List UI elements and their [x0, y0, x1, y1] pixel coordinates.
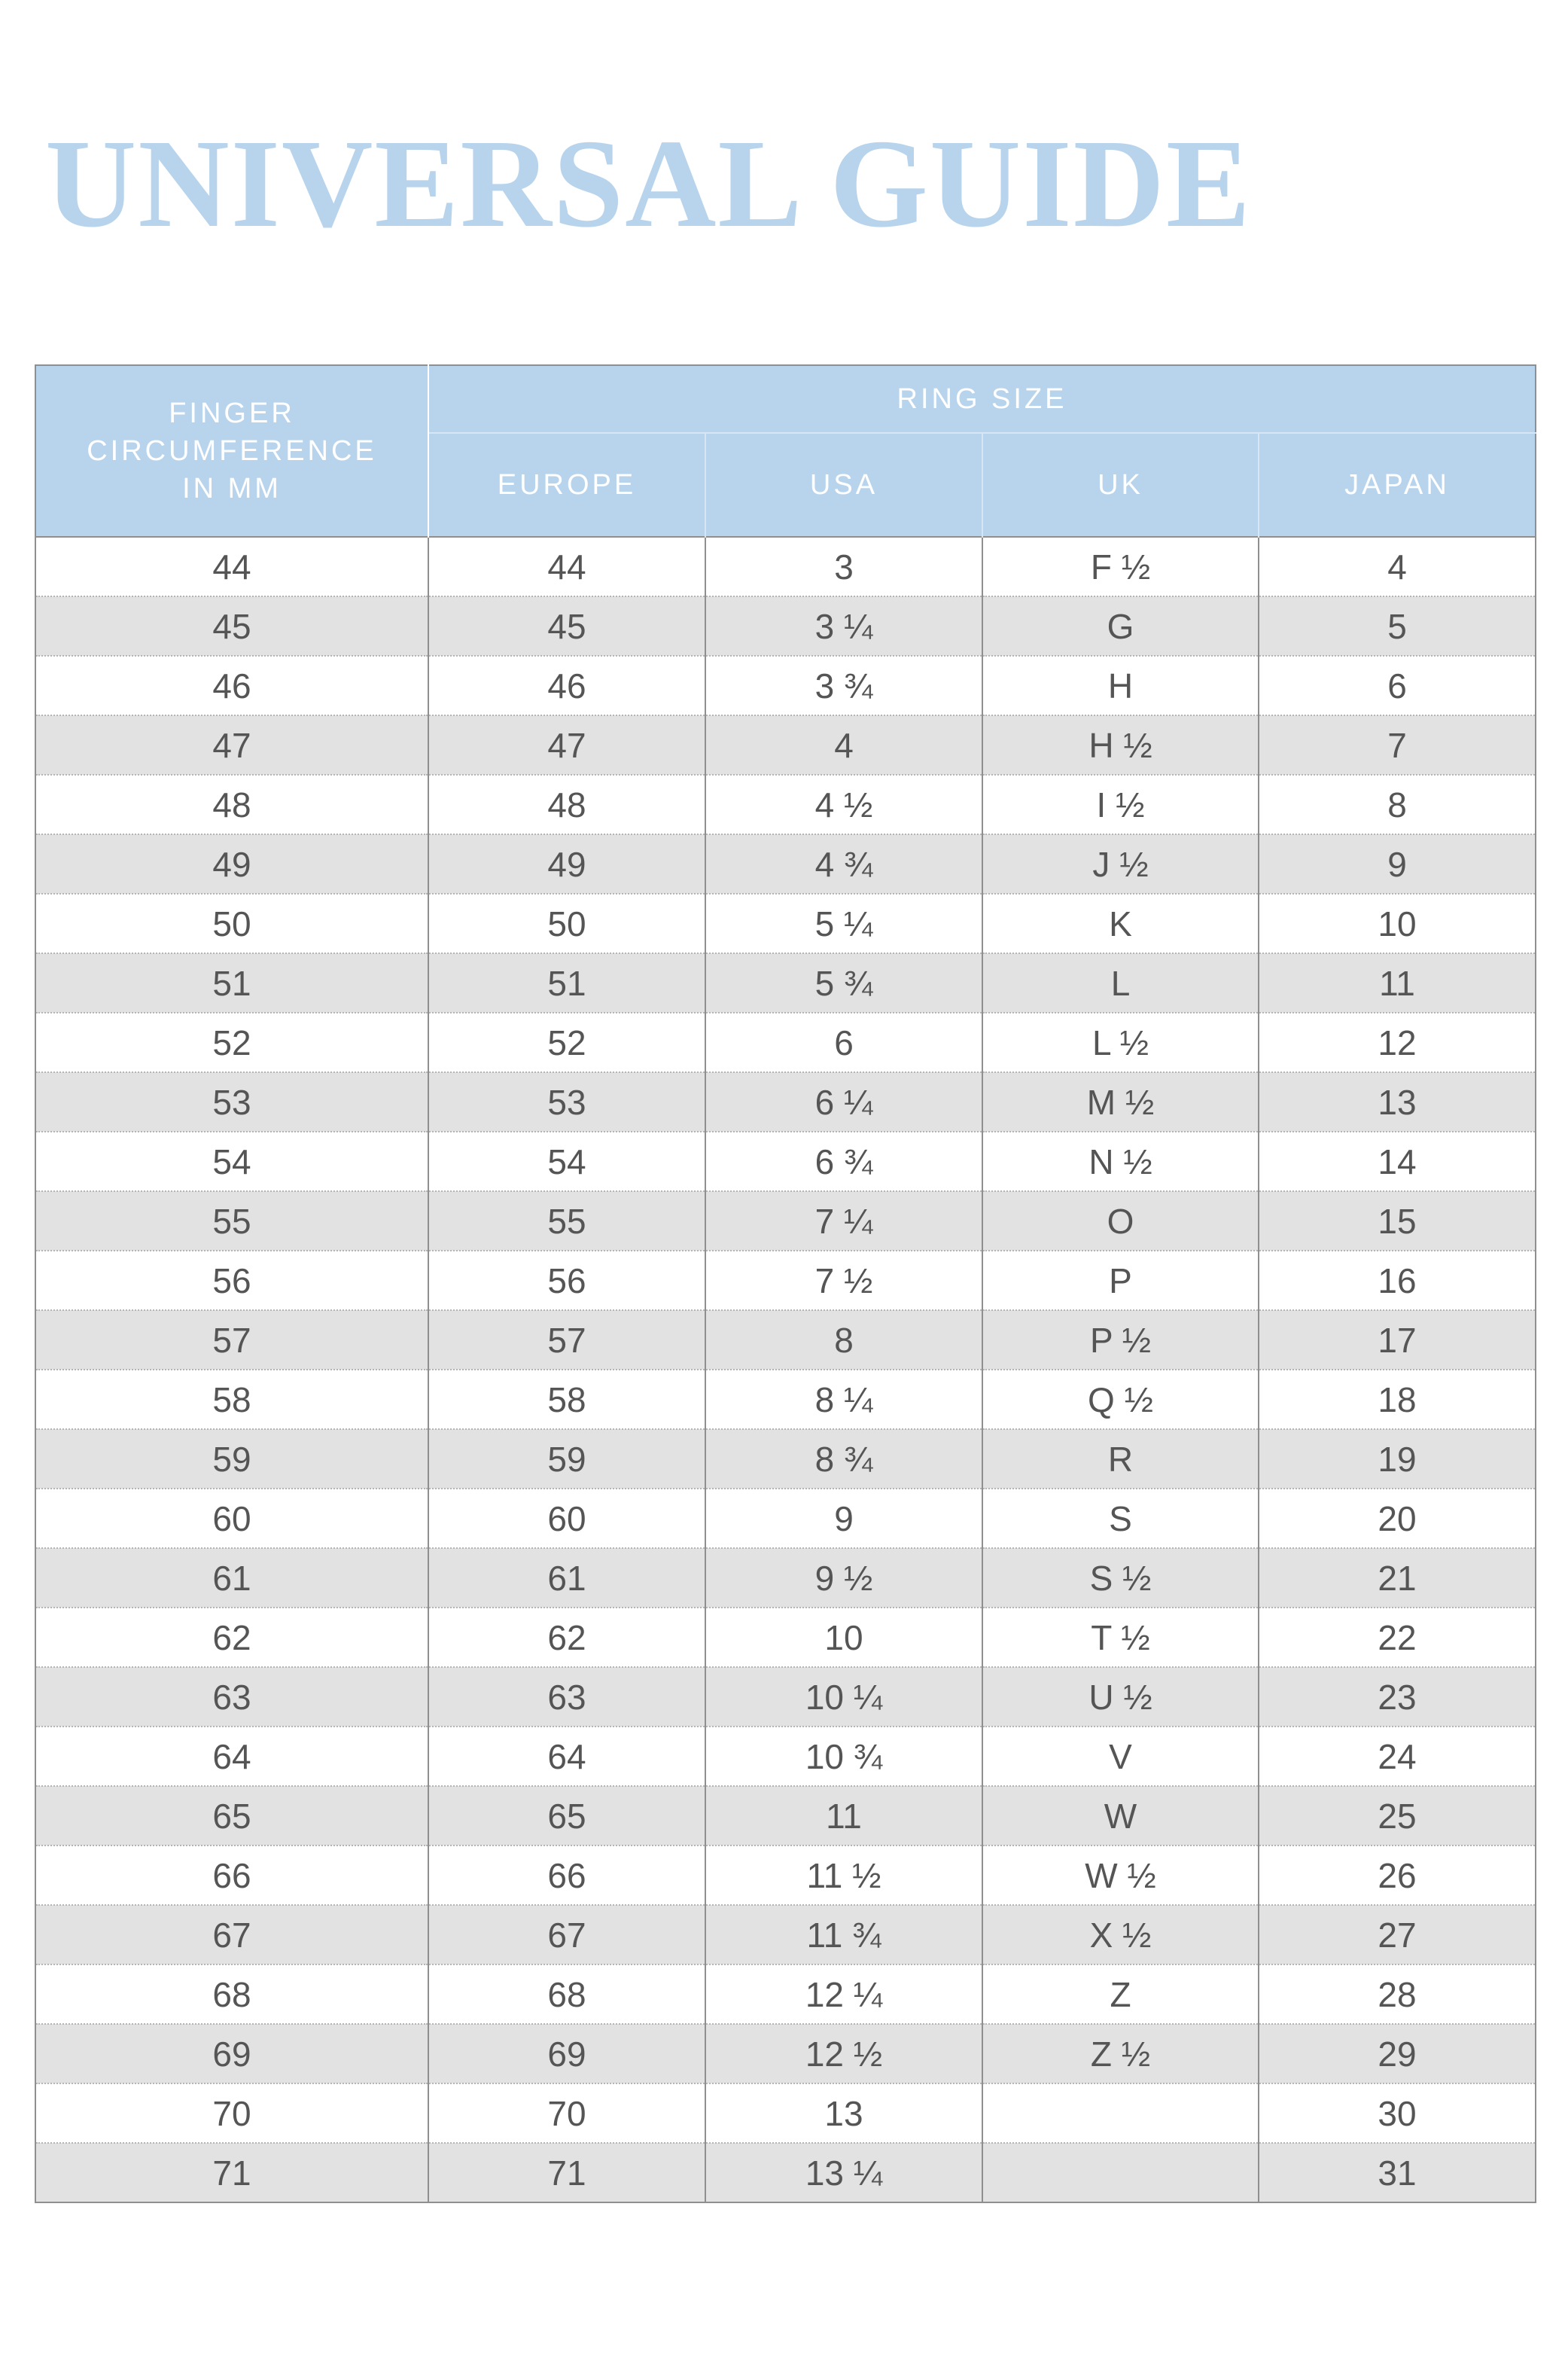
table-row: [35, 656, 1536, 715]
cell-uk: H ½: [982, 715, 1259, 775]
cell-japan: 12: [1259, 1013, 1536, 1072]
cell-uk: M ½: [982, 1072, 1259, 1132]
cell-uk: U ½: [982, 1667, 1259, 1727]
cell-finger-mm: 61: [35, 1548, 428, 1608]
cell-europe: 45: [428, 596, 705, 656]
finger-header-line: FINGER: [169, 398, 295, 429]
cell-usa: 13 ¼: [705, 2143, 982, 2202]
cell-europe: 52: [428, 1013, 705, 1072]
finger-circumference-header: [35, 365, 428, 537]
cell-usa: 13: [705, 2083, 982, 2143]
cell-uk: L: [982, 953, 1259, 1013]
cell-usa: 11: [705, 1786, 982, 1846]
table-row: [35, 775, 1536, 834]
cell-europe: 56: [428, 1251, 705, 1310]
cell-uk: N ½: [982, 1132, 1259, 1191]
cell-uk: G: [982, 596, 1259, 656]
cell-japan: 23: [1259, 1667, 1536, 1727]
cell-japan: 27: [1259, 1905, 1536, 1964]
cell-europe: 50: [428, 894, 705, 953]
cell-finger-mm: 57: [35, 1310, 428, 1370]
cell-japan: 8: [1259, 775, 1536, 834]
cell-uk: O: [982, 1191, 1259, 1251]
cell-uk: T ½: [982, 1608, 1259, 1667]
cell-uk: Z ½: [982, 2024, 1259, 2083]
cell-japan: 21: [1259, 1548, 1536, 1608]
cell-finger-mm: 47: [35, 715, 428, 775]
cell-usa: 4 ¾: [705, 834, 982, 894]
table-row: [35, 834, 1536, 894]
cell-europe: 63: [428, 1667, 705, 1727]
table-row: [35, 1786, 1536, 1846]
table-row: [35, 1429, 1536, 1489]
cell-europe: 53: [428, 1072, 705, 1132]
column-header-europe: EUROPE: [428, 433, 705, 537]
cell-japan: 29: [1259, 2024, 1536, 2083]
cell-uk: Q ½: [982, 1370, 1259, 1429]
cell-uk: R: [982, 1429, 1259, 1489]
cell-uk: P ½: [982, 1310, 1259, 1370]
cell-usa: 9 ½: [705, 1548, 982, 1608]
cell-usa: 9: [705, 1489, 982, 1548]
cell-usa: 8 ¾: [705, 1429, 982, 1489]
cell-usa: 8: [705, 1310, 982, 1370]
cell-usa: 11 ¾: [705, 1905, 982, 1964]
table-row: [35, 1846, 1536, 1905]
table-row: [35, 1013, 1536, 1072]
cell-japan: 18: [1259, 1370, 1536, 1429]
cell-japan: 13: [1259, 1072, 1536, 1132]
cell-usa: 4: [705, 715, 982, 775]
cell-uk: S: [982, 1489, 1259, 1548]
cell-japan: 4: [1259, 537, 1536, 596]
cell-europe: 55: [428, 1191, 705, 1251]
cell-europe: 66: [428, 1846, 705, 1905]
cell-uk: L ½: [982, 1013, 1259, 1072]
cell-japan: 22: [1259, 1608, 1536, 1667]
cell-uk: X ½: [982, 1905, 1259, 1964]
cell-finger-mm: 70: [35, 2083, 428, 2143]
cell-japan: 14: [1259, 1132, 1536, 1191]
cell-finger-mm: 44: [35, 537, 428, 596]
cell-europe: 51: [428, 953, 705, 1013]
cell-finger-mm: 48: [35, 775, 428, 834]
cell-finger-mm: 68: [35, 1964, 428, 2024]
cell-europe: 54: [428, 1132, 705, 1191]
cell-uk: K: [982, 894, 1259, 953]
cell-europe: 44: [428, 537, 705, 596]
cell-japan: 11: [1259, 953, 1536, 1013]
cell-europe: 68: [428, 1964, 705, 2024]
cell-europe: 57: [428, 1310, 705, 1370]
cell-usa: 11 ½: [705, 1846, 982, 1905]
cell-japan: 25: [1259, 1786, 1536, 1846]
cell-japan: 24: [1259, 1727, 1536, 1786]
cell-usa: 6: [705, 1013, 982, 1072]
cell-europe: 69: [428, 2024, 705, 2083]
cell-finger-mm: 52: [35, 1013, 428, 1072]
table-row: [35, 1132, 1536, 1191]
cell-finger-mm: 45: [35, 596, 428, 656]
cell-uk: P: [982, 1251, 1259, 1310]
cell-japan: 5: [1259, 596, 1536, 656]
table-row: [35, 1727, 1536, 1786]
table-row: [35, 1905, 1536, 1964]
column-header-uk: UK: [982, 433, 1259, 537]
table-row: [35, 1489, 1536, 1548]
cell-usa: 7 ½: [705, 1251, 982, 1310]
cell-finger-mm: 71: [35, 2143, 428, 2202]
cell-finger-mm: 46: [35, 656, 428, 715]
cell-uk: W: [982, 1786, 1259, 1846]
cell-usa: 10 ¾: [705, 1727, 982, 1786]
cell-usa: 10: [705, 1608, 982, 1667]
cell-japan: 26: [1259, 1846, 1536, 1905]
cell-uk: Z: [982, 1964, 1259, 2024]
table-row: [35, 715, 1536, 775]
finger-header-line: CIRCUMFERENCE: [87, 435, 377, 467]
cell-uk: W ½: [982, 1846, 1259, 1905]
cell-uk: H: [982, 656, 1259, 715]
cell-finger-mm: 59: [35, 1429, 428, 1489]
table-row: [35, 1548, 1536, 1608]
finger-header-line: IN MM: [182, 473, 282, 504]
cell-uk: [982, 2083, 1259, 2143]
cell-japan: 6: [1259, 656, 1536, 715]
cell-usa: 12 ¼: [705, 1964, 982, 2024]
cell-europe: 67: [428, 1905, 705, 1964]
table-row: [35, 596, 1536, 656]
cell-europe: 61: [428, 1548, 705, 1608]
cell-japan: 9: [1259, 834, 1536, 894]
cell-finger-mm: 64: [35, 1727, 428, 1786]
cell-finger-mm: 63: [35, 1667, 428, 1727]
cell-europe: 49: [428, 834, 705, 894]
table-body: [35, 537, 1536, 2202]
cell-usa: 12 ½: [705, 2024, 982, 2083]
cell-finger-mm: 62: [35, 1608, 428, 1667]
cell-uk: [982, 2143, 1259, 2202]
cell-finger-mm: 53: [35, 1072, 428, 1132]
cell-usa: 3: [705, 537, 982, 596]
table-row: [35, 1608, 1536, 1667]
column-header-japan: JAPAN: [1259, 433, 1536, 537]
table-row: [35, 1310, 1536, 1370]
table-row: [35, 2083, 1536, 2143]
cell-usa: 8 ¼: [705, 1370, 982, 1429]
table-row: [35, 1191, 1536, 1251]
table-header: [35, 365, 1536, 537]
table-row: [35, 894, 1536, 953]
cell-uk: I ½: [982, 775, 1259, 834]
cell-japan: 28: [1259, 1964, 1536, 2024]
cell-europe: 70: [428, 2083, 705, 2143]
table-row: [35, 953, 1536, 1013]
ring-size-header: RING SIZE: [428, 365, 1536, 433]
cell-uk: S ½: [982, 1548, 1259, 1608]
table-row: [35, 2143, 1536, 2202]
cell-usa: 6 ¾: [705, 1132, 982, 1191]
cell-europe: 71: [428, 2143, 705, 2202]
cell-finger-mm: 51: [35, 953, 428, 1013]
cell-uk: V: [982, 1727, 1259, 1786]
cell-europe: 46: [428, 656, 705, 715]
cell-finger-mm: 50: [35, 894, 428, 953]
cell-europe: 59: [428, 1429, 705, 1489]
table-row: [35, 1370, 1536, 1429]
cell-usa: 5 ¼: [705, 894, 982, 953]
cell-europe: 65: [428, 1786, 705, 1846]
cell-japan: 30: [1259, 2083, 1536, 2143]
cell-finger-mm: 55: [35, 1191, 428, 1251]
cell-uk: F ½: [982, 537, 1259, 596]
cell-finger-mm: 66: [35, 1846, 428, 1905]
cell-finger-mm: 69: [35, 2024, 428, 2083]
cell-finger-mm: 60: [35, 1489, 428, 1548]
cell-usa: 7 ¼: [705, 1191, 982, 1251]
cell-europe: 64: [428, 1727, 705, 1786]
cell-finger-mm: 58: [35, 1370, 428, 1429]
cell-japan: 16: [1259, 1251, 1536, 1310]
cell-europe: 48: [428, 775, 705, 834]
cell-finger-mm: 56: [35, 1251, 428, 1310]
ring-size-table: [35, 364, 1536, 2203]
table-row: [35, 1964, 1536, 2024]
cell-europe: 47: [428, 715, 705, 775]
cell-japan: 20: [1259, 1489, 1536, 1548]
cell-usa: 5 ¾: [705, 953, 982, 1013]
cell-uk: J ½: [982, 834, 1259, 894]
table-row: [35, 2024, 1536, 2083]
cell-japan: 19: [1259, 1429, 1536, 1489]
cell-finger-mm: 67: [35, 1905, 428, 1964]
cell-europe: 60: [428, 1489, 705, 1548]
cell-europe: 58: [428, 1370, 705, 1429]
cell-japan: 7: [1259, 715, 1536, 775]
cell-europe: 62: [428, 1608, 705, 1667]
cell-finger-mm: 49: [35, 834, 428, 894]
cell-usa: 10 ¼: [705, 1667, 982, 1727]
cell-japan: 10: [1259, 894, 1536, 953]
cell-finger-mm: 65: [35, 1786, 428, 1846]
column-header-usa: USA: [705, 433, 982, 537]
table-row: [35, 1667, 1536, 1727]
cell-japan: 31: [1259, 2143, 1536, 2202]
table-row: [35, 537, 1536, 596]
cell-japan: 17: [1259, 1310, 1536, 1370]
table-row: [35, 1251, 1536, 1310]
cell-finger-mm: 54: [35, 1132, 428, 1191]
table-row: [35, 1072, 1536, 1132]
cell-usa: 3 ¼: [705, 596, 982, 656]
cell-usa: 6 ¼: [705, 1072, 982, 1132]
cell-japan: 15: [1259, 1191, 1536, 1251]
cell-usa: 3 ¾: [705, 656, 982, 715]
cell-usa: 4 ½: [705, 775, 982, 834]
page-title: UNIVERSAL GUIDE: [45, 114, 1253, 254]
